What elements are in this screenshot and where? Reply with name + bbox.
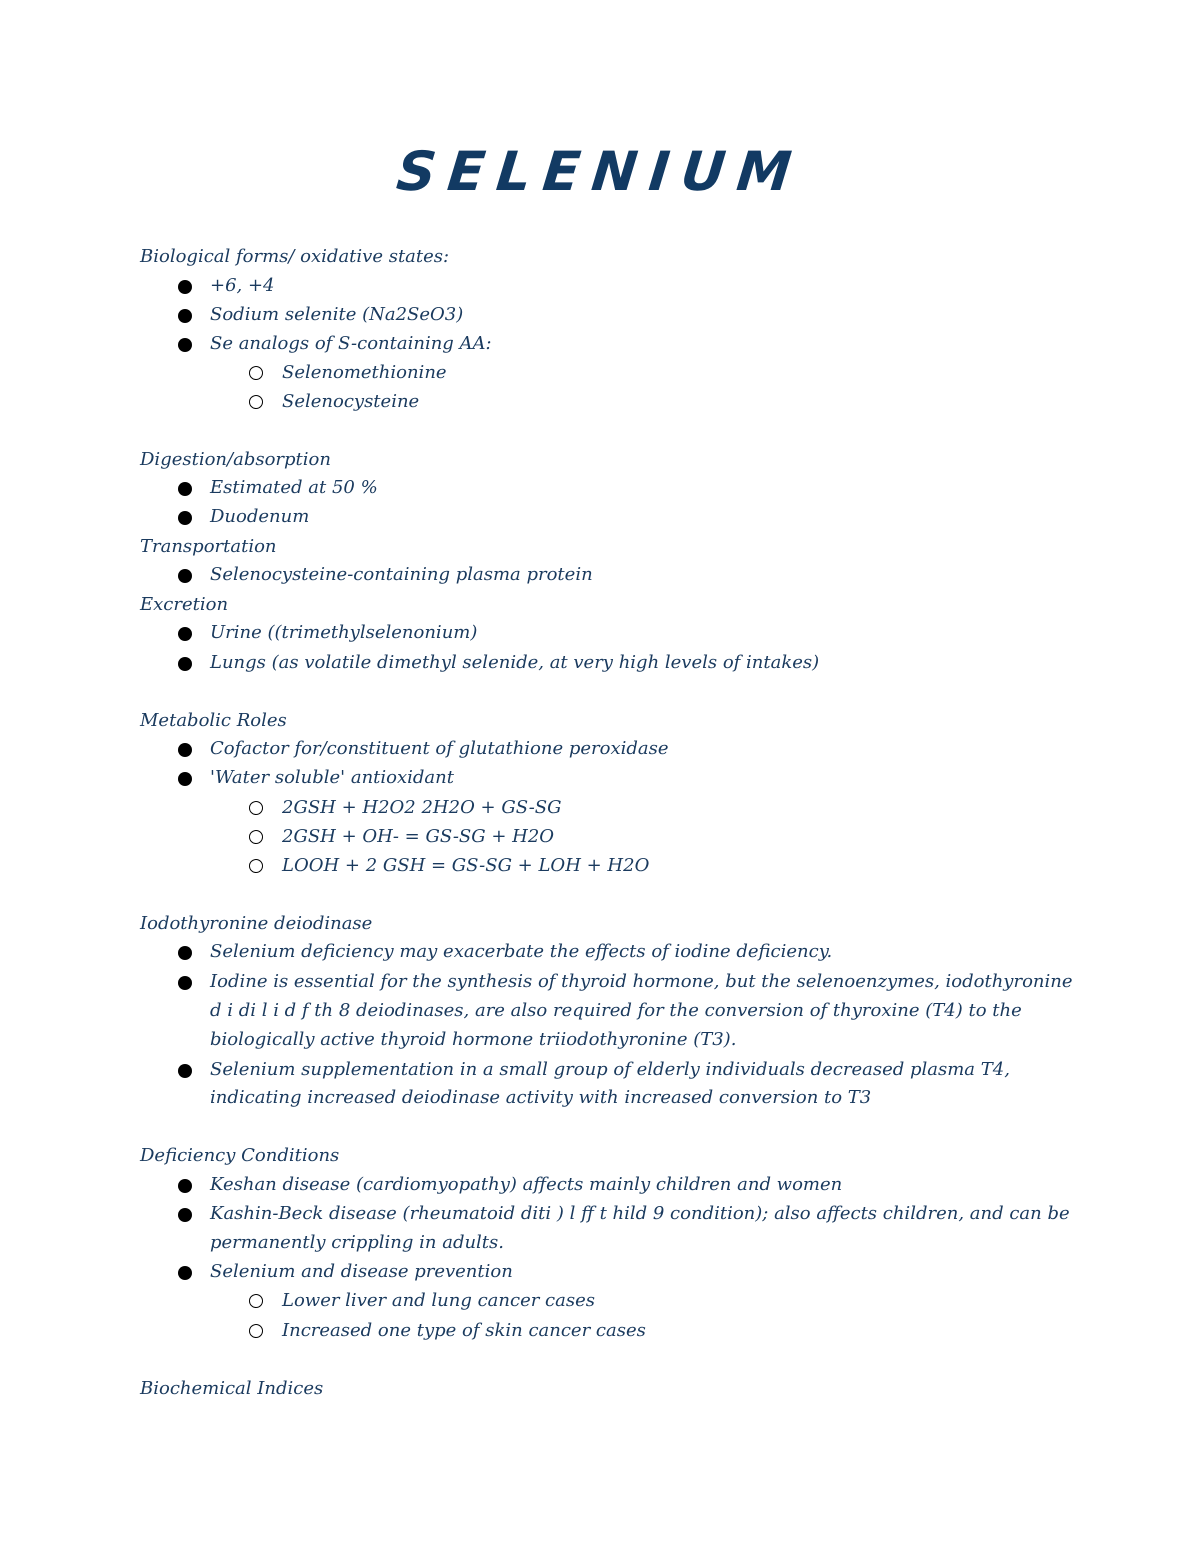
sub-bullet-icon — [249, 1324, 263, 1338]
bullet-icon — [178, 511, 192, 525]
list-item-line: permanently crippling in adults. — [210, 1232, 505, 1253]
list-item: Selenocysteine-containing plasma protein — [210, 564, 593, 585]
sub-list-item: 2GSH + H2O2 2H2O + GS-SG — [282, 797, 562, 818]
list-item: Duodenum — [210, 506, 310, 527]
bullet-icon — [178, 976, 192, 990]
sub-bullet-icon — [249, 859, 263, 873]
section-heading-deficiency: Deficiency Conditions — [140, 1145, 340, 1166]
list-item: +6, +4 — [210, 275, 275, 296]
list-item-line: indicating increased deiodinase activity with increased conversion to T3 — [210, 1087, 872, 1108]
bullet-icon — [178, 338, 192, 352]
list-item-line: d i di l i d f th 8 deiodinases, are also required for the conversion of thyroxine (T4) to the — [210, 1000, 1022, 1021]
bullet-icon — [178, 1266, 192, 1280]
list-item: Selenium and disease prevention — [210, 1261, 513, 1282]
bullet-icon — [178, 569, 192, 583]
list-item: Estimated at 50 % — [210, 477, 378, 498]
list-item-line: biologically active thyroid hormone triiodothyronine (T3). — [210, 1029, 737, 1050]
section-heading-digestion: Digestion/absorption — [140, 449, 331, 470]
bullet-icon — [178, 772, 192, 786]
sub-list-item: Selenocysteine — [282, 391, 420, 412]
page-title: SELENIUM — [393, 140, 807, 203]
list-item: Lungs (as volatile dimethyl selenide, at very high levels of intakes) — [210, 652, 820, 673]
sub-list-item: Increased one type of skin cancer cases — [282, 1320, 646, 1341]
section-heading-biochemical-indices: Biochemical Indices — [140, 1378, 324, 1399]
bullet-icon — [178, 309, 192, 323]
list-item: Selenium deficiency may exacerbate the effects of iodine deficiency. — [210, 941, 833, 962]
section-heading-iodothyronine: Iodothyronine deiodinase — [140, 913, 373, 934]
bullet-icon — [178, 627, 192, 641]
list-item: Keshan disease (cardiomyopathy) affects mainly children and women — [210, 1174, 843, 1195]
bullet-icon — [178, 482, 192, 496]
sub-list-item: 2GSH + OH- = GS-SG + H2O — [282, 826, 555, 847]
bullet-icon — [178, 1064, 192, 1078]
sub-bullet-icon — [249, 830, 263, 844]
bullet-icon — [178, 1208, 192, 1222]
sub-list-item: LOOH + 2 GSH = GS-SG + LOH + H2O — [282, 855, 650, 876]
list-item: Urine ((trimethylselenonium) — [210, 622, 478, 643]
sub-bullet-icon — [249, 395, 263, 409]
list-item-line: Iodine is essential for the synthesis of thyroid hormone, but the selenoenzymes, iodothyronine — [210, 971, 1073, 992]
section-heading-metabolic-roles: Metabolic Roles — [140, 710, 287, 731]
list-item: Se analogs of S-containing AA: — [210, 333, 492, 354]
list-item: Sodium selenite (Na2SeO3) — [210, 304, 464, 325]
list-item: Cofactor for/constituent of glutathione peroxidase — [210, 738, 669, 759]
section-heading-biological-forms: Biological forms/ oxidative states: — [140, 246, 450, 267]
section-heading-transportation: Transportation — [140, 536, 277, 557]
bullet-icon — [178, 657, 192, 671]
sub-bullet-icon — [249, 801, 263, 815]
section-heading-excretion: Excretion — [140, 594, 229, 615]
sub-list-item: Selenomethionine — [282, 362, 447, 383]
list-item: 'Water soluble' antioxidant — [210, 767, 454, 788]
bullet-icon — [178, 946, 192, 960]
sub-bullet-icon — [249, 366, 263, 380]
bullet-icon — [178, 1179, 192, 1193]
bullet-icon — [178, 743, 192, 757]
bullet-icon — [178, 280, 192, 294]
sub-bullet-icon — [249, 1294, 263, 1308]
list-item-line: Selenium supplementation in a small group of elderly individuals decreased plasma T4, — [210, 1059, 1010, 1080]
sub-list-item: Lower liver and lung cancer cases — [282, 1290, 595, 1311]
list-item-line: Kashin-Beck disease (rheumatoid diti ) l ff t hild 9 condition); also affects children, and can be — [210, 1203, 1070, 1224]
